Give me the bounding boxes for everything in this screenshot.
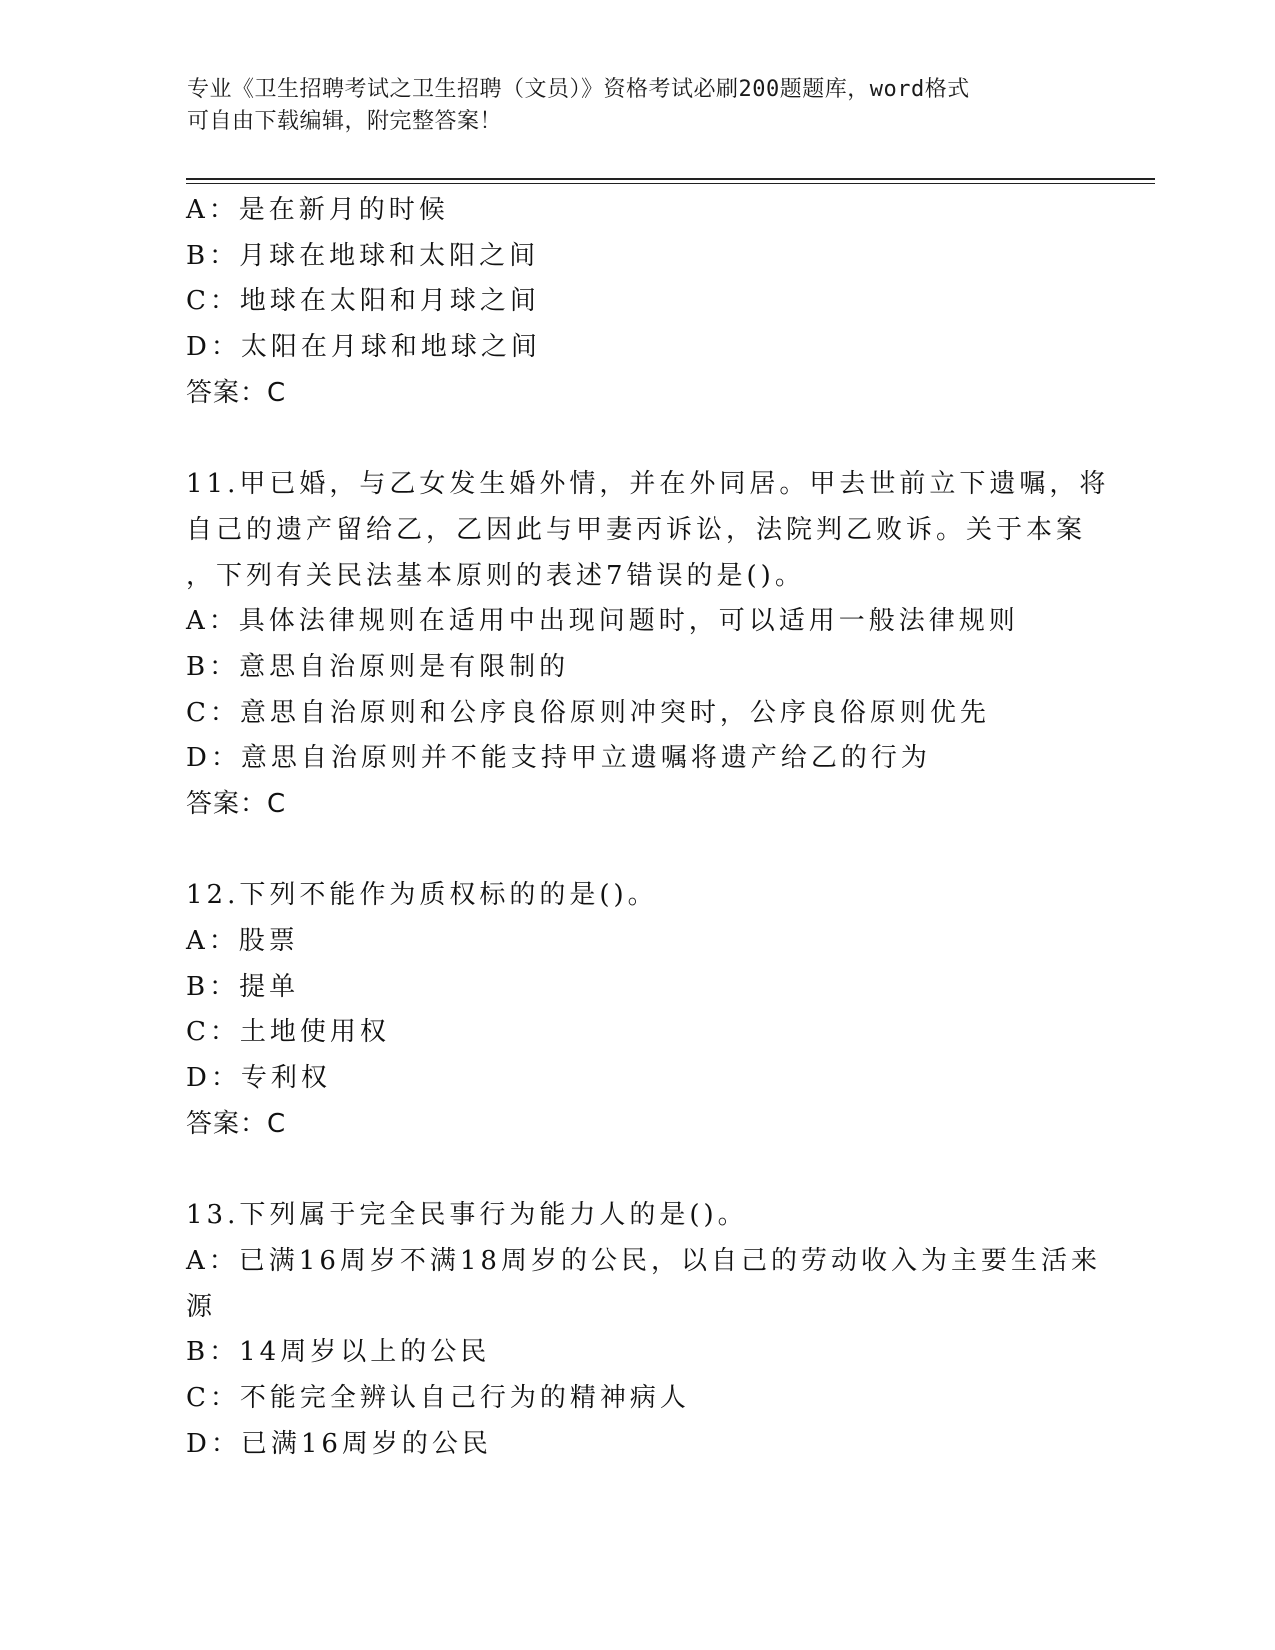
question-stem-line: 13.下列属于完全民事行为能力人的是()。 <box>186 1200 748 1231</box>
option-a: A：是在新月的时候 <box>186 195 449 225</box>
option-c: C：土地使用权 <box>186 1017 390 1048</box>
option-c: C：不能完全辨认自己行为的精神病人 <box>186 1382 690 1413</box>
question-content <box>186 188 1110 1467</box>
option-a: A：股票 <box>186 926 299 956</box>
question-stem-line: 自己的遗产留给乙，乙因此与甲妻丙诉讼，法院判乙败诉。关于本案 <box>186 514 1087 545</box>
option-b: B：14周岁以上的公民 <box>186 1337 491 1368</box>
option-a: A：具体法律规则在适用中出现问题时，可以适用一般法律规则 <box>186 606 1019 637</box>
header-line-2: 可自由下载编辑，附完整答案！ <box>187 109 503 134</box>
question-stem-line: 12.下列不能作为质权标的的是()。 <box>186 880 658 911</box>
answer-line: 答案：C <box>186 788 287 819</box>
prev-question-block <box>186 188 1086 416</box>
answer-line: 答案：C <box>186 377 287 408</box>
question-stem-line: 11.甲已婚，与乙女发生婚外情，并在外同居。甲去世前立下遗嘱，将 <box>186 469 1110 500</box>
option-c: C：地球在太阳和月球之间 <box>186 286 540 317</box>
spacer <box>186 1147 1086 1193</box>
question-stem-line: ，下列有关民法基本原则的表述7错误的是()。 <box>186 560 805 591</box>
option-a-continued: 源 <box>186 1291 217 1322</box>
option-b: B：意思自治原则是有限制的 <box>186 651 570 682</box>
option-d: D：太阳在月球和地球之间 <box>186 332 541 363</box>
option-a: A：已满16周岁不满18周岁的公民，以自己的劳动收入为主要生活来 <box>186 1245 1101 1276</box>
option-d: D：专利权 <box>186 1063 331 1094</box>
spacer <box>186 828 1086 874</box>
option-c: C：意思自治原则和公序良俗原则冲突时，公序良俗原则优先 <box>186 697 990 728</box>
question-13 <box>186 1193 1101 1467</box>
header-divider <box>186 178 1155 184</box>
header-line-1: 专业《卫生招聘考试之卫生招聘（文员）》资格考试必刷200题题库，word格式 <box>187 77 970 102</box>
answer-line: 答案：C <box>186 1108 287 1139</box>
option-d: D：已满16周岁的公民 <box>186 1428 492 1459</box>
document-header <box>187 74 1067 138</box>
option-b: B：月球在地球和太阳之间 <box>186 240 540 271</box>
option-d: D：意思自治原则并不能支持甲立遗嘱将遗产给乙的行为 <box>186 743 931 774</box>
question-11 <box>186 462 1110 828</box>
option-b: B：提单 <box>186 971 300 1002</box>
spacer <box>186 416 1086 462</box>
question-12 <box>186 873 1086 1147</box>
